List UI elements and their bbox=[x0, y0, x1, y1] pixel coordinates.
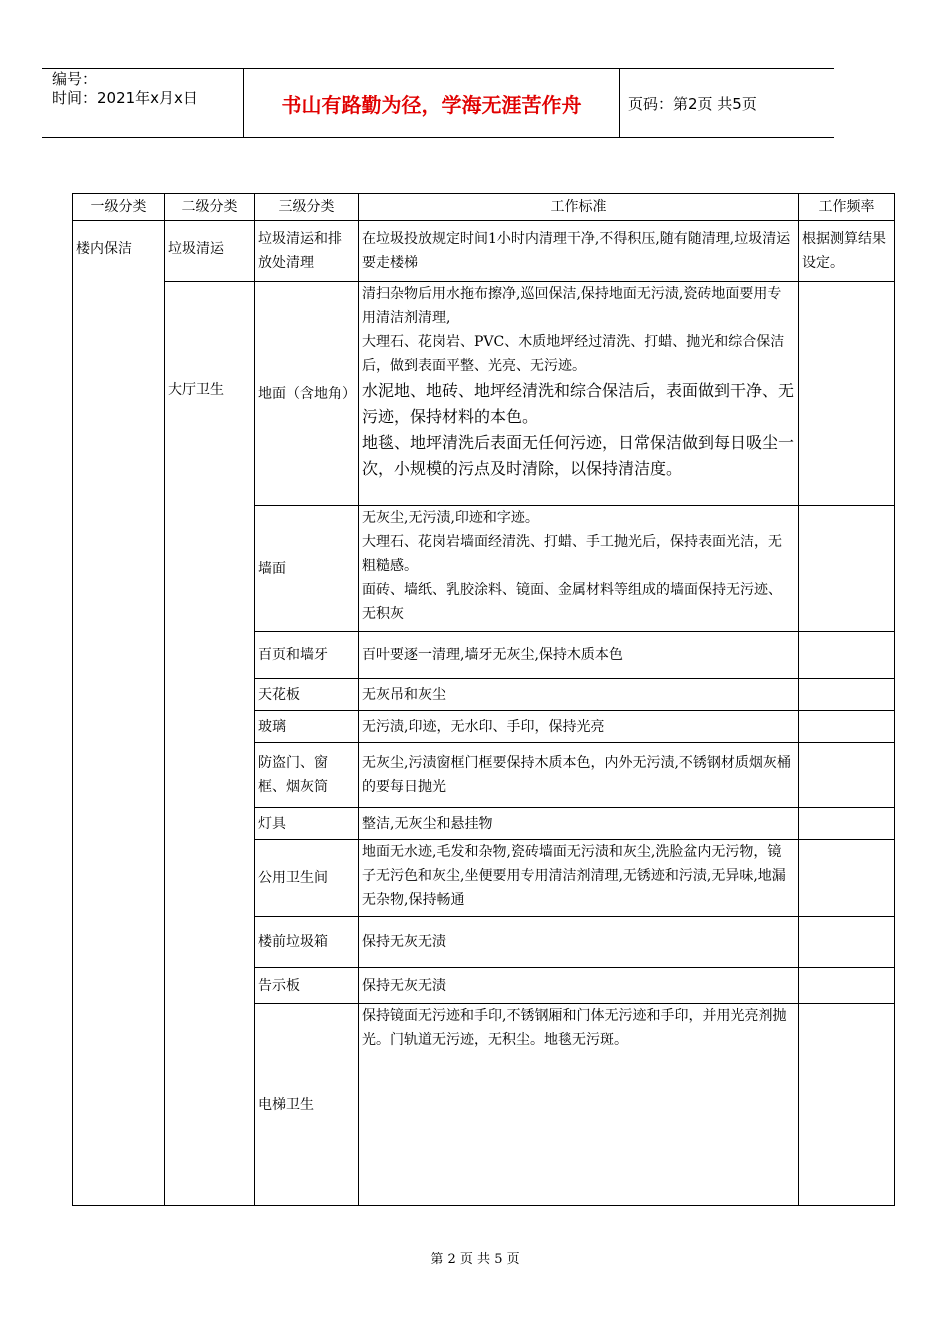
header-motto: 书山有路勤为径，学海无涯苦作舟 bbox=[244, 69, 620, 137]
standard-cell: 保持无灰无渍 bbox=[359, 917, 799, 968]
frequency-cell bbox=[799, 1004, 895, 1206]
level3-cell: 玻璃 bbox=[255, 711, 359, 743]
standard-line: 面砖、墙纸、乳胶涂料、镜面、金属材料等组成的墙面保持无污迹、无积灰 bbox=[362, 582, 782, 622]
standard-cell: 百叶要逐一清理,墙牙无灰尘,保持木质本色 bbox=[359, 632, 799, 679]
standard-line: 大理石、花岗岩、PVC、木质地坪经过清洗、打蜡、抛光和综合保洁后，做到表面平整、光亮、无污迹。 bbox=[362, 334, 785, 374]
standard-cell: 无灰尘,污渍窗框门框要保持木质本色，内外无污渍,不锈钢材质烟灰桶的要每日抛光 bbox=[359, 743, 799, 808]
standard-cell: 整洁,无灰尘和悬挂物 bbox=[359, 808, 799, 840]
level2-cell: 大厅卫生 bbox=[165, 282, 255, 1206]
level3-cell: 墙面 bbox=[255, 506, 359, 632]
level3-cell: 天花板 bbox=[255, 679, 359, 711]
standard-cell: 保持无灰无渍 bbox=[359, 968, 799, 1004]
header-level1: 一级分类 bbox=[73, 194, 165, 221]
header-level2: 二级分类 bbox=[165, 194, 255, 221]
level3-cell: 防盗门、窗框、烟灰筒 bbox=[255, 743, 359, 808]
level3-cell: 告示板 bbox=[255, 968, 359, 1004]
level3-cell: 灯具 bbox=[255, 808, 359, 840]
standard-cell bbox=[359, 282, 799, 506]
header-standard: 工作标准 bbox=[359, 194, 799, 221]
standard-cell: 保持镜面无污迹和手印,不锈钢厢和门体无污迹和手印，并用光亮剂抛光。门轨道无污迹，无积尘。地毯无污斑。 bbox=[359, 1004, 799, 1206]
frequency-cell bbox=[799, 632, 895, 679]
header-level3: 三级分类 bbox=[255, 194, 359, 221]
level3-cell: 楼前垃圾箱 bbox=[255, 917, 359, 968]
standard-cell: 在垃圾投放规定时间1小时内清理干净,不得积压,随有随清理,垃圾清运要走楼梯 bbox=[359, 221, 799, 282]
table-header-row bbox=[73, 194, 895, 221]
level3-cell: 百页和墙牙 bbox=[255, 632, 359, 679]
level2-cell: 垃圾清运 bbox=[165, 221, 255, 282]
frequency-cell bbox=[799, 506, 895, 632]
header-page-label: 页码：第2页 共5页 bbox=[628, 94, 757, 113]
standard-line: 地毯、地坪清洗后表面无任何污迹，日常保洁做到每日吸尘一次，小规模的污点及时清除，以保持清洁度。 bbox=[362, 433, 795, 478]
standard-line: 大理石、花岗岩墙面经清洗、打蜡、手工抛光后，保持表面光洁，无粗糙感。 bbox=[362, 534, 782, 574]
page-footer: 第 2 页 共 5 页 bbox=[430, 1252, 520, 1267]
level3-cell: 公用卫生间 bbox=[255, 840, 359, 917]
header-meta bbox=[42, 69, 244, 137]
frequency-cell bbox=[799, 917, 895, 968]
frequency-cell bbox=[799, 711, 895, 743]
standard-line: 无灰尘,无污渍,印迹和字迹。 bbox=[362, 510, 539, 526]
standard-cell bbox=[359, 506, 799, 632]
level1-cell: 楼内保洁 bbox=[73, 221, 165, 1206]
standard-line: 清扫杂物后用水拖布擦净,巡回保洁,保持地面无污渍,瓷砖地面要用专用清洁剂清理, bbox=[362, 286, 782, 326]
standard-cell: 无污渍,印迹，无水印、手印，保持光亮 bbox=[359, 711, 799, 743]
header-frequency: 工作频率 bbox=[799, 194, 895, 221]
level3-cell: 电梯卫生 bbox=[255, 1004, 359, 1206]
frequency-cell bbox=[799, 840, 895, 917]
frequency-cell bbox=[799, 679, 895, 711]
level3-cell: 垃圾清运和排放处清理 bbox=[255, 221, 359, 282]
frequency-cell bbox=[799, 808, 895, 840]
frequency-cell bbox=[799, 743, 895, 808]
level3-cell: 地面（含地角） bbox=[255, 282, 359, 506]
frequency-cell bbox=[799, 282, 895, 506]
page-header bbox=[42, 68, 834, 138]
serial-label: 编号： bbox=[52, 70, 98, 88]
standard-cell: 地面无水迹,毛发和杂物,瓷砖墙面无污渍和灰尘,洗脸盆内无污物，镜子无污色和灰尘,坐便要用专用清洁剂清理,无锈迹和污渍,无异味,地漏无杂物,保持畅通 bbox=[359, 840, 799, 917]
standard-line: 水泥地、地砖、地坪经清洗和综合保洁后，表面做到干净、无污迹，保持材料的本色。 bbox=[362, 381, 795, 426]
cleaning-standards-table bbox=[72, 193, 895, 1206]
table-row bbox=[73, 282, 895, 506]
frequency-cell bbox=[799, 968, 895, 1004]
table-row bbox=[73, 221, 895, 282]
frequency-cell: 根据测算结果设定。 bbox=[799, 221, 895, 282]
time-label: 时间：2021年x月x日 bbox=[52, 89, 198, 107]
standard-cell: 无灰吊和灰尘 bbox=[359, 679, 799, 711]
